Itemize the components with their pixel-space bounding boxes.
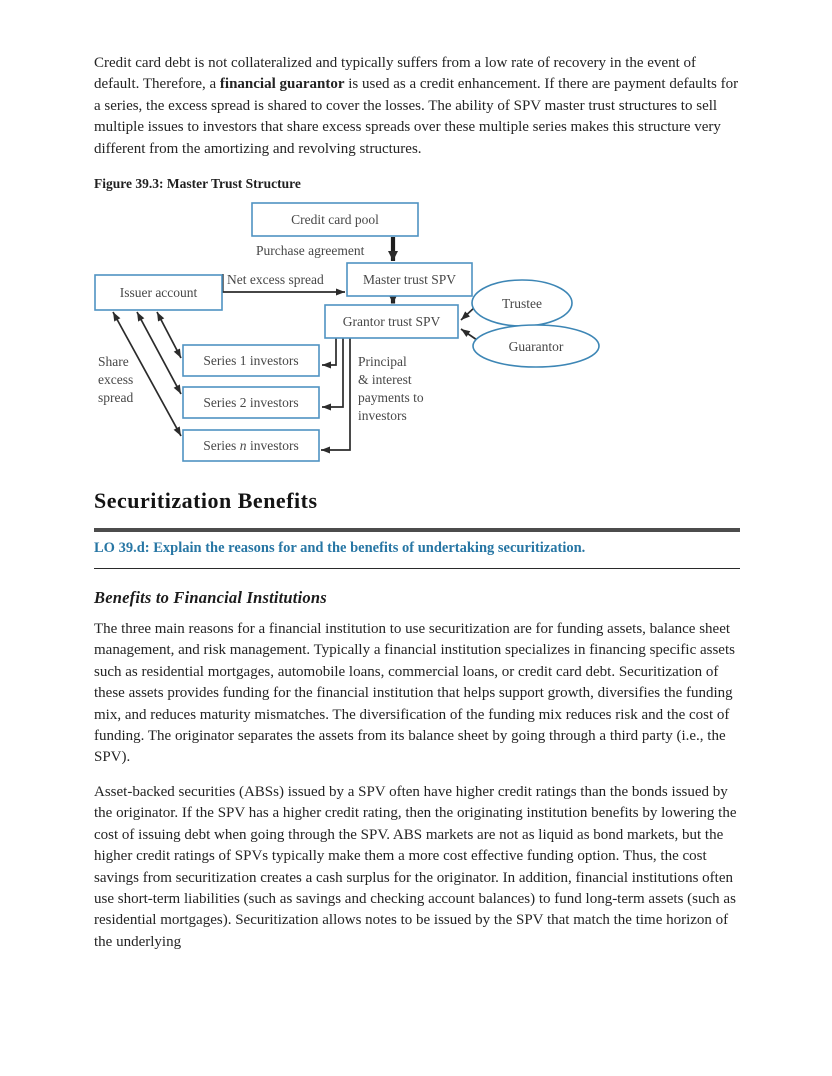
principal-payments-label	[358, 354, 427, 423]
master-trust-structure-diagram	[94, 198, 740, 476]
principal-line-2: & interest	[358, 372, 412, 388]
share-line-1: Share	[98, 354, 129, 370]
credit-card-pool-label: Credit card pool	[291, 212, 379, 228]
series-n-italic: n	[239, 438, 247, 454]
bold-term-financial-guarantor: financial guarantor	[219, 76, 345, 93]
share-line-3: spread	[98, 390, 134, 406]
paragraph-intro-after: is used as a credit enhancement. If there are payment defaults for a series, the excess spread is shared to cover the losses. The ability of SPV master trust structures to sell multiple issues to investors that share excess spreads over these multiple series makes this structure very different from the amortizing and revolving structures.	[94, 76, 739, 157]
subsection-heading: Benefits to Financial Institutions	[94, 588, 327, 608]
principal-line-4: investors	[358, 408, 407, 424]
purchase-agreement-label: Purchase agreement	[256, 243, 365, 259]
arrow-series2-issuer	[137, 312, 181, 394]
net-excess-spread-label: Net excess spread	[227, 272, 324, 288]
arrow-grantor-to-series2	[322, 338, 343, 407]
learning-objective-box	[94, 528, 740, 569]
paragraph-intro	[94, 53, 740, 160]
guarantor-label: Guarantor	[508, 339, 564, 355]
principal-line-1: Principal	[358, 354, 407, 370]
paragraph-intro-before: Credit card debt is not collateralized and typically suffers from a low rate of recovery in the event of default. Therefore, a	[94, 55, 696, 93]
paragraph-benefits-2: Asset-backed securities (ABSs) issued by a SPV often have higher credit ratings than the bonds issued by the originator. If the SPV has a higher credit rating, then the originating institution benefits by lowering the cost of issuing debt when going through the SPV. ABS markets are not as liquid as bond markets, but the higher credit ratings of SPVs typically make them a more cost effective funding option. Thus, the cost savings from securitization creates a cash surplus for the originator. In addition, financial institutions often use short-term liabilities (such as savings and checking account balances) to fund long-term assets (such as residential mortgages). Securitization allows notes to be issued by the SPV that match the time horizon of the underlying	[94, 783, 737, 950]
series-2-investors-label: Series 2 investors	[203, 395, 299, 411]
trustee-label: Trustee	[501, 296, 543, 312]
section-heading: Securitization Benefits	[94, 488, 318, 514]
arrow-series1-issuer	[157, 312, 181, 358]
arrow-grantor-to-series1	[322, 338, 336, 365]
share-line-2: excess	[98, 372, 134, 388]
principal-line-3: payments to	[358, 390, 424, 406]
diagram-svg	[94, 198, 740, 476]
master-trust-spv-label: Master trust SPV	[362, 272, 457, 288]
grantor-trust-spv-label: Grantor trust SPV	[342, 314, 441, 330]
learning-objective-text: LO 39.d: Explain the reasons for and the benefits of undertaking securitization.	[94, 540, 586, 557]
series-1-investors-label: Series 1 investors	[203, 353, 299, 369]
share-excess-spread-label	[98, 354, 137, 405]
series-n-post: investors	[250, 438, 299, 454]
issuer-account-label: Issuer account	[119, 285, 198, 301]
series-n-pre: Series	[203, 438, 237, 454]
paragraph-benefits-1: The three main reasons for a financial institution to use securitization are for funding assets, balance sheet management, and risk management. Typically a financial institution specializes in financing specific assets such as residential mortgages, automobile loans, commercial loans, or credit card debt. Securitization of these assets provides funding for the financial institution that helps support growth, diversifies the funding mix, and reduces maturity mismatches. The diversification of the funding mix reduces risk and the cost of funding. The originator separates the assets from its balance sheet by going through a third party (i.e., the SPV).	[94, 621, 735, 766]
series-n-investors-label	[203, 438, 299, 453]
arrow-guarantor-to-grantor	[461, 329, 477, 340]
figure-caption: Figure 39.3: Master Trust Structure	[94, 176, 301, 192]
